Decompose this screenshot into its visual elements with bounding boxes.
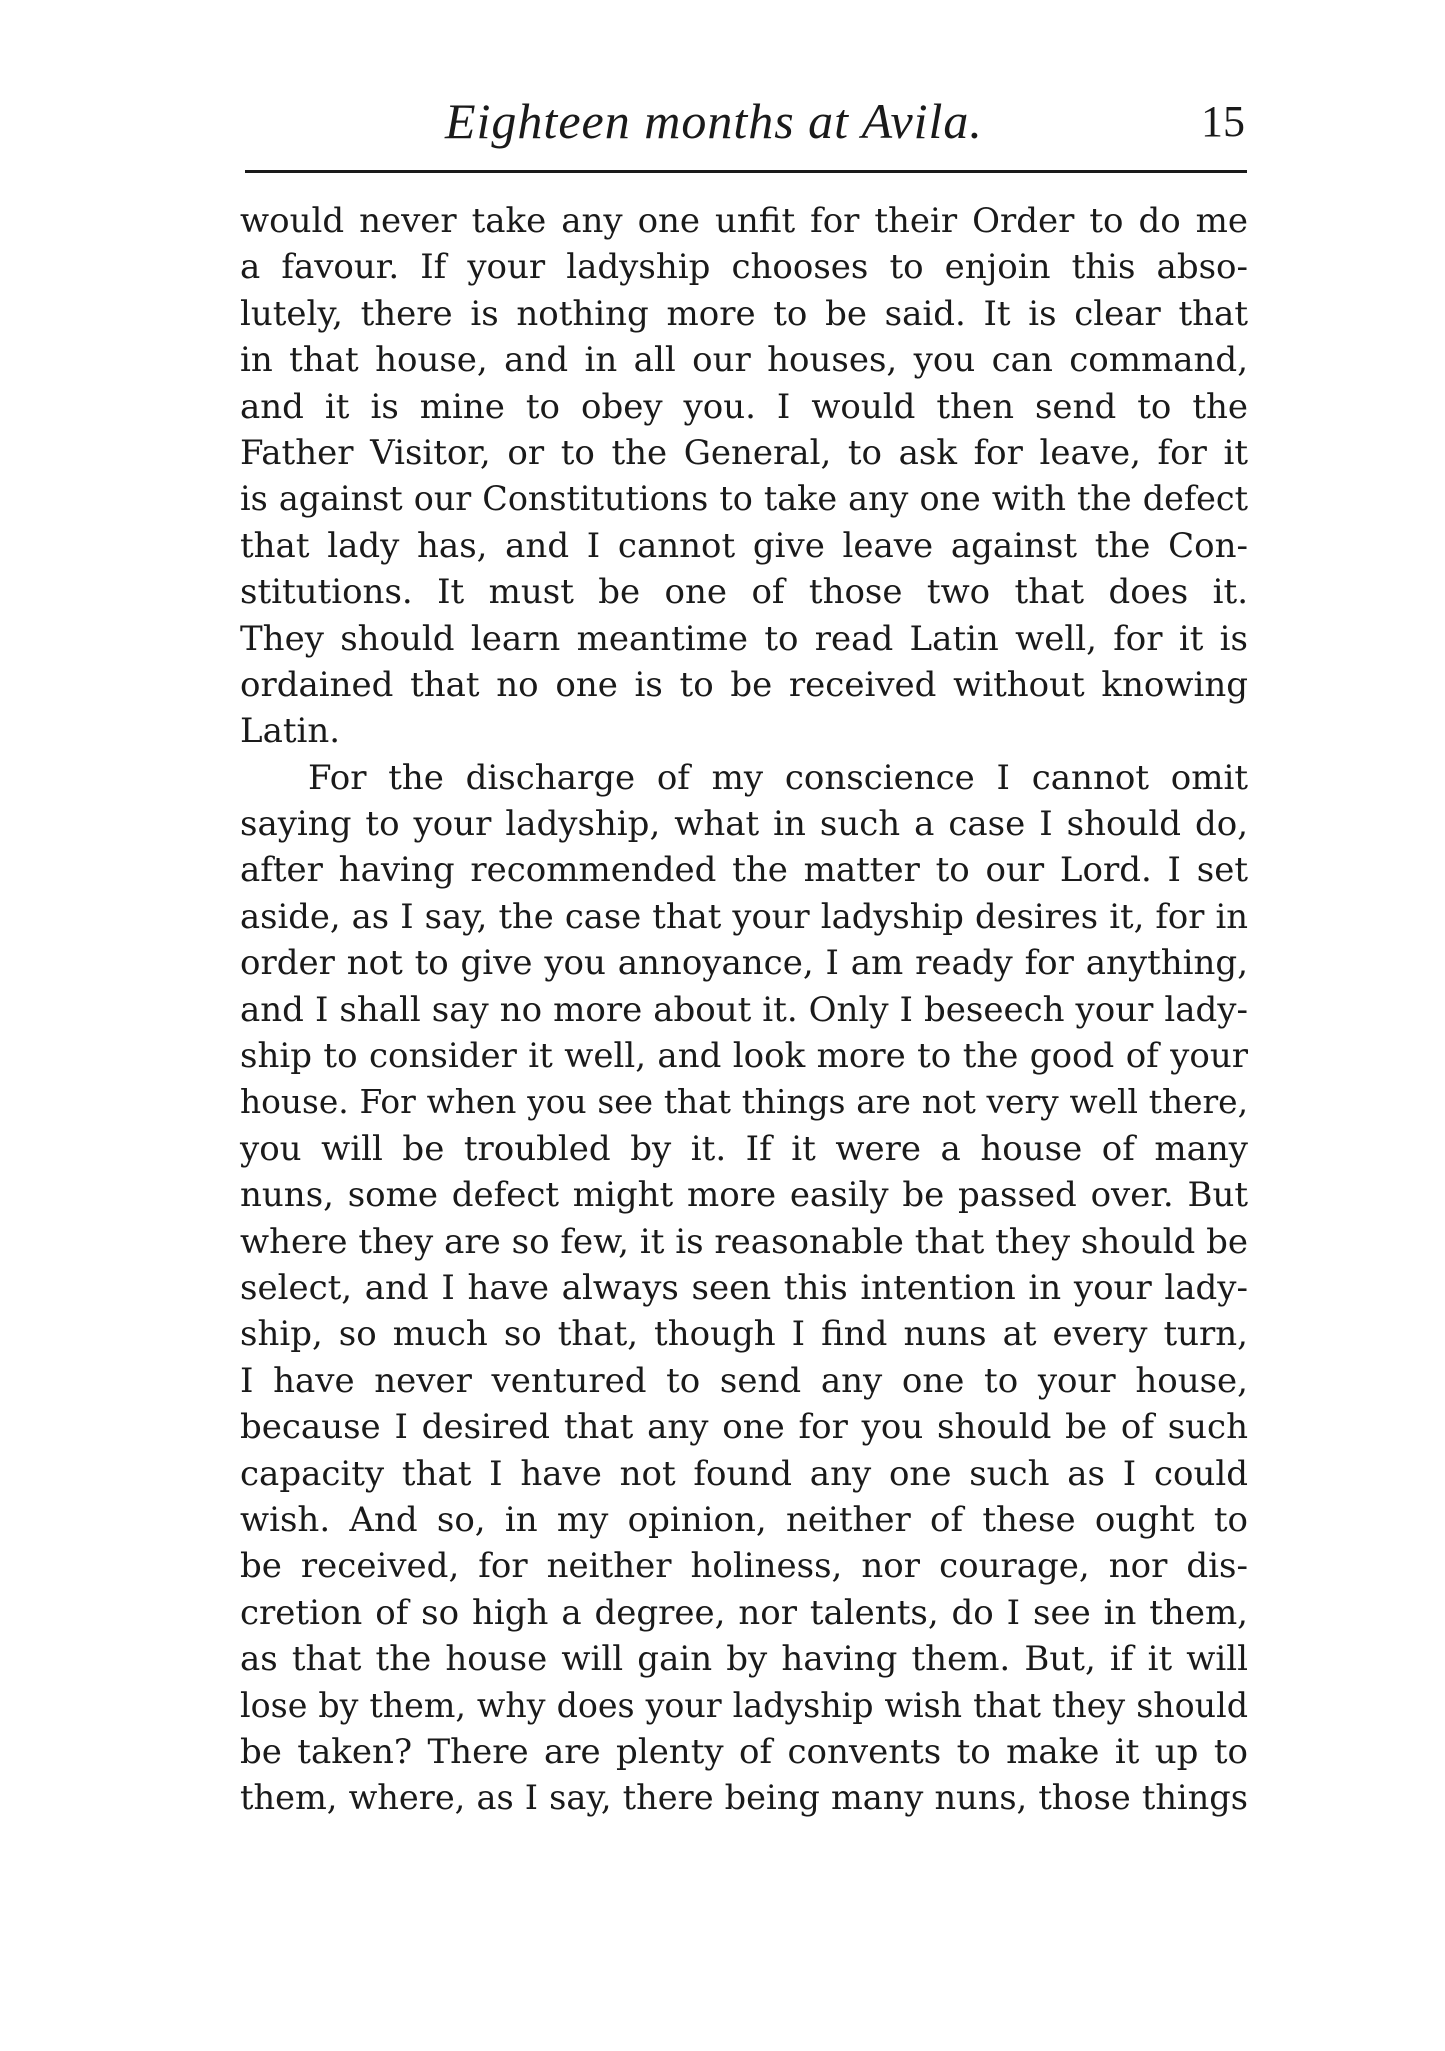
text-line: where they are so few, it is reasonable that they should be: [240, 1221, 1248, 1262]
text-line: Father Visitor, or to the General, to ask for leave, for it: [240, 432, 1248, 473]
text-line: because I desired that any one for you should be of such: [240, 1407, 1248, 1448]
text-line: is against our Constitutions to take any one with the defect: [240, 479, 1248, 519]
text-line: saying to your ladyship, what in such a case I should do,: [240, 804, 1248, 845]
text-line: Latin.: [240, 711, 341, 752]
text-line: as that the house will gain by having them. But, if it will: [240, 1639, 1248, 1680]
page-number: 15: [1201, 97, 1245, 146]
text-line: be received, for neither holiness, nor courage, nor dis-: [240, 1546, 1248, 1587]
text-line: stitutions. It must be one of those two that does it.: [240, 572, 1248, 613]
text-line: I have never ventured to send any one to your house,: [240, 1360, 1248, 1401]
text-line: after having recommended the matter to our Lord. I set: [240, 850, 1248, 891]
text-line: be taken? There are plenty of convents to make it up to: [240, 1731, 1248, 1772]
text-line: them, where, as I say, there being many nuns, those things: [240, 1778, 1248, 1818]
text-line: aside, as I say, the case that your ladyship desires it, for in: [240, 896, 1248, 936]
text-line: ship, so much so that, though I find nuns at every turn,: [240, 1314, 1248, 1355]
text-line: lutely, there is nothing more to be said. It is clear that: [240, 293, 1248, 334]
text-line: a favour. If your ladyship chooses to enjoin this abso-: [240, 247, 1248, 288]
body-text: [240, 198, 1248, 1822]
text-line: wish. And so, in my opinion, neither of these ought to: [240, 1499, 1248, 1540]
paragraph: [240, 755, 1248, 1822]
text-line: and I shall say no more about it. Only I beseech your lady-: [240, 989, 1248, 1030]
text-line: select, and I have always seen this intention in your lady-: [240, 1267, 1248, 1308]
running-title: Eighteen months at Avila.: [445, 93, 983, 149]
text-line: cretion of so high a degree, nor talents, do I see in them,: [240, 1592, 1248, 1633]
text-line: nuns, some defect might more easily be passed over. But: [240, 1175, 1248, 1216]
text-line: house. For when you see that things are not very well there,: [240, 1083, 1248, 1122]
text-line: capacity that I have not found any one such as I could: [240, 1453, 1248, 1494]
text-line: you will be troubled by it. If it were a house of many: [240, 1128, 1248, 1169]
running-head: [245, 92, 1245, 152]
text-line: lose by them, why does your ladyship wish that they should: [240, 1685, 1248, 1725]
text-line: and it is mine to obey you. I would then send to the: [240, 386, 1248, 427]
paragraph: [240, 198, 1248, 755]
text-line: order not to give you annoyance, I am ready for anything,: [240, 943, 1248, 984]
text-line: that lady has, and I cannot give leave against the Con-: [240, 525, 1248, 566]
text-line: For the discharge of my conscience I cannot omit: [308, 757, 1248, 798]
text-line: ship to consider it well, and look more to the good of your: [240, 1036, 1248, 1077]
header-rule: [245, 170, 1247, 173]
text-line: in that house, and in all our houses, you can command,: [240, 340, 1248, 381]
text-line: would never take any one unfit for their Order to do me: [240, 201, 1248, 241]
text-line: ordained that no one is to be received without knowing: [240, 664, 1248, 705]
text-line: They should learn meantime to read Latin well, for it is: [240, 618, 1248, 659]
